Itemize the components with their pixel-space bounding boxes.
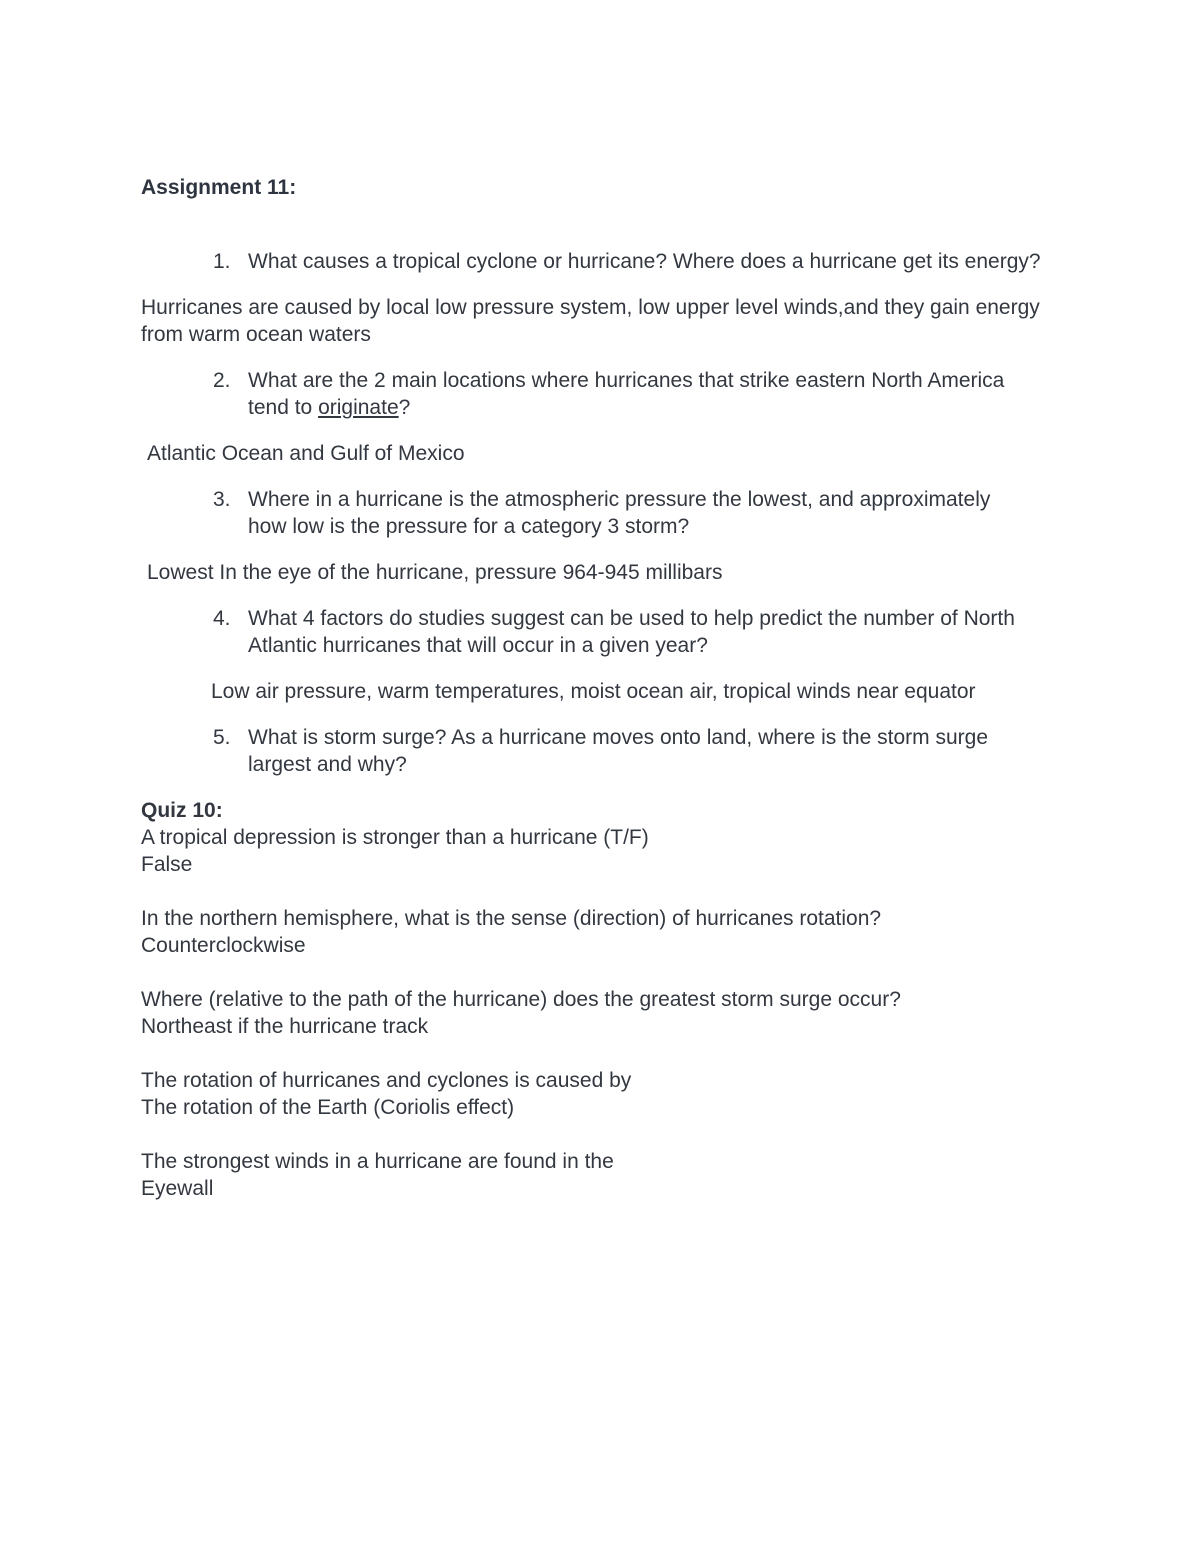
quiz-answer-2: Counterclockwise	[141, 934, 306, 957]
quiz-answer-4: The rotation of the Earth (Coriolis effect)	[141, 1096, 515, 1119]
question-number: 2.	[213, 369, 231, 392]
assignment-question-1	[141, 248, 1093, 275]
assignment-question-3	[141, 486, 1033, 540]
quiz-answer-3: Northeast if the hurricane track	[141, 1015, 429, 1038]
question-text: What are the 2 main locations where hurricanes that strike eastern North America tend to	[248, 369, 1005, 419]
underlined-word: originate	[318, 396, 399, 419]
assignment-answer-4: Low air pressure, warm temperatures, moist ocean air, tropical winds near equator	[211, 680, 976, 703]
quiz-question-4: The rotation of hurricanes and cyclones is caused by	[141, 1069, 632, 1092]
quiz-question-5: The strongest winds in a hurricane are found in the	[141, 1150, 614, 1173]
question-text-end: ?	[398, 396, 411, 419]
assignment-question-5	[141, 724, 1038, 778]
quiz-question-3: Where (relative to the path of the hurricane) does the greatest storm surge occur?	[141, 988, 901, 1011]
question-text: Where in a hurricane is the atmospheric pressure the lowest, and approximately how low is the pressure for a category 3 storm?	[248, 488, 991, 538]
quiz-answer-5: Eyewall	[141, 1177, 214, 1200]
question-number: 5.	[213, 726, 231, 749]
assignment-question-4	[141, 605, 1058, 659]
quiz-title: Quiz 10:	[141, 799, 223, 822]
question-number: 4.	[213, 607, 231, 630]
quiz-answer-1: False	[141, 853, 193, 876]
assignment-question-2	[141, 367, 1033, 421]
assignment-answer-3: Lowest In the eye of the hurricane, pressure 964-945 millibars	[147, 561, 723, 584]
question-text: What is storm surge? As a hurricane moves onto land, where is the storm surge largest and why?	[248, 726, 988, 776]
document-page	[141, 173, 1061, 1202]
quiz-question-2: In the northern hemisphere, what is the sense (direction) of hurricanes rotation?	[141, 907, 882, 930]
quiz-question-1: A tropical depression is stronger than a hurricane (T/F)	[141, 826, 649, 849]
question-number: 3.	[213, 488, 231, 511]
assignment-answer-2: Atlantic Ocean and Gulf of Mexico	[147, 442, 465, 465]
assignment-answer-1: Hurricanes are caused by local low pressure system, low upper level winds,and they gain energy from warm ocean waters	[141, 296, 1040, 346]
question-number: 1.	[213, 250, 231, 273]
question-text: What causes a tropical cyclone or hurricane? Where does a hurricane get its energy?	[248, 250, 1041, 273]
assignment-title: Assignment 11:	[141, 176, 297, 199]
question-text: What 4 factors do studies suggest can be used to help predict the number of North Atlantic hurricanes that will occur in a given year?	[248, 607, 1015, 657]
